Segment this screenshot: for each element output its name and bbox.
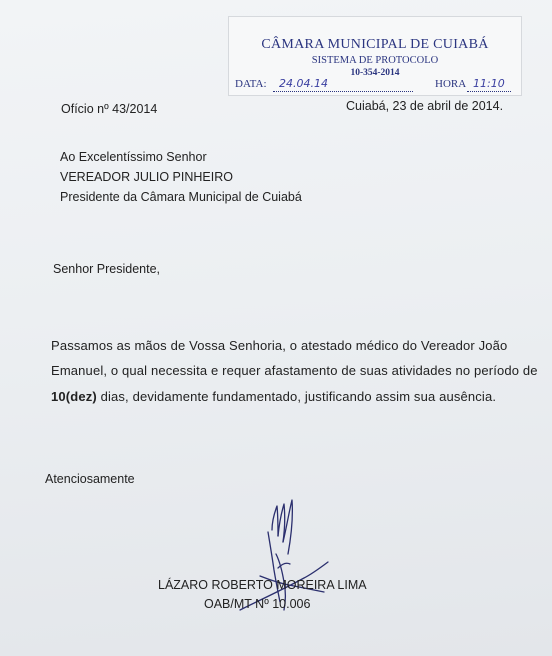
stamp-subtitle: SISTEMA DE PROTOCOLO (311, 55, 439, 66)
letter-place-date: Cuiabá, 23 de abril de 2014. (346, 99, 504, 113)
stamp-date-label: DATA: (235, 78, 267, 90)
body-line-1: Passamos as mãos de Vossa Senhoria, o atestado médico do Vereador João (51, 338, 508, 353)
signer-registration: OAB/MT Nº 10.006 (204, 597, 311, 611)
body-line-2: Emanuel, o qual necessita e requer afastamento de suas atividades no período de (51, 363, 538, 378)
stamp-time-underline (467, 91, 511, 92)
stamp-time-value: 11:10 (473, 77, 505, 90)
signer-name: LÁZARO ROBERTO MOREIRA LIMA (158, 578, 367, 592)
recipient-salutation: Ao Excelentíssimo Senhor (60, 150, 207, 164)
letter-reference: Ofício nº 43/2014 (61, 102, 158, 116)
letter-greeting: Senhor Presidente, (53, 262, 161, 276)
stamp-time-label: HORA (435, 78, 467, 90)
letter-closing: Atenciosamente (45, 472, 135, 486)
stamp-number: 10-354-2014 (350, 68, 400, 78)
body-line-3 (51, 389, 496, 404)
recipient-name: VEREADOR JULIO PINHEIRO (60, 170, 233, 184)
stamp-date-value: 24.04.14 (279, 77, 328, 90)
protocol-stamp (228, 16, 522, 96)
stamp-title: CÂMARA MUNICIPAL DE CUIABÁ (261, 37, 489, 52)
body-line-3-rest: dias, devidamente fundamentado, justificando assim sua ausência. (96, 389, 497, 404)
body-duration-bold: 10(dez) (51, 389, 97, 404)
stamp-date-underline (273, 91, 413, 92)
recipient-title: Presidente da Câmara Municipal de Cuiabá (60, 190, 302, 204)
